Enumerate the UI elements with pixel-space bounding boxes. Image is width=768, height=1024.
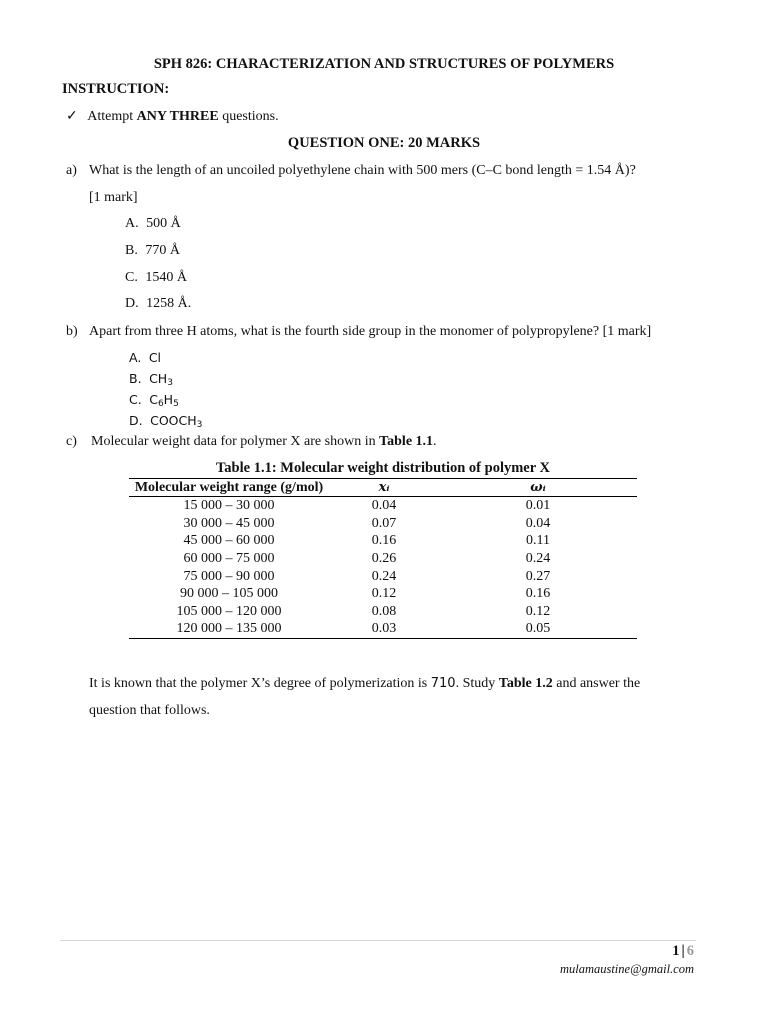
cell-omega-i: 0.04 xyxy=(525,515,551,531)
table-row xyxy=(129,585,637,603)
option-letter: B. xyxy=(129,371,142,386)
option-letter: A. xyxy=(125,216,139,231)
option-letter: D. xyxy=(129,413,143,428)
checkmark-icon: ✓ xyxy=(66,109,78,124)
question-a-marks: [1 mark] xyxy=(89,190,138,205)
cell-mw-range: 30 000 – 45 000 xyxy=(183,515,275,531)
cell-omega-i: 0.11 xyxy=(526,533,550,549)
cell-omega-i: 0.12 xyxy=(525,603,551,619)
attempt-text-post: questions. xyxy=(222,109,279,124)
attempt-text-pre: Attempt xyxy=(87,109,134,124)
cell-mw-range: 75 000 – 90 000 xyxy=(183,568,275,584)
question-a-text: What is the length of an uncoiled polyethylene chain with 500 mers (C–C bond length = 1.54 Å)? xyxy=(89,163,636,178)
cell-xi: 0.24 xyxy=(371,568,397,584)
table-row xyxy=(129,550,637,568)
cell-omega-i: 0.01 xyxy=(525,498,551,514)
option-letter: A. xyxy=(129,350,142,365)
table-header-row xyxy=(129,478,637,497)
cell-mw-range: 60 000 – 75 000 xyxy=(183,550,275,566)
follow-up-text: It is known that the polymer X’s degree of polymerization is 710. Study Table 1.2 and answer the xyxy=(89,676,641,691)
option-b-a xyxy=(129,350,161,367)
option-formula: $CH_3$ xyxy=(149,371,173,388)
molecular-weight-table xyxy=(129,460,637,639)
header-xi: xᵢ xyxy=(329,478,439,497)
question-b-text: Apart from three H atoms, what is the fourth side group in the monomer of polypropylene? [1 mark] xyxy=(89,324,652,339)
table-row xyxy=(129,603,637,621)
author-email: mulamaustine@gmail.com xyxy=(559,962,694,976)
option-a-a xyxy=(125,216,181,232)
question-c-label: c) xyxy=(66,434,77,449)
cell-omega-i: 0.05 xyxy=(439,620,637,638)
option-formula: $C_6H_5$ xyxy=(149,392,179,409)
follow-up-text-line2: question that follows. xyxy=(89,703,210,718)
table-row xyxy=(129,515,637,533)
option-text: 770 Å xyxy=(145,243,180,258)
option-letter: C. xyxy=(129,392,142,407)
option-b-c xyxy=(129,392,179,409)
footer-divider xyxy=(60,940,696,941)
table-row xyxy=(129,497,637,515)
instruction-item xyxy=(66,108,279,125)
question-c-text: Molecular weight data for polymer X are shown in Table 1.1. xyxy=(91,434,437,449)
cell-mw-range: 105 000 – 120 000 xyxy=(176,603,282,619)
option-text: 1258 Å. xyxy=(146,296,192,311)
cell-mw-range: 120 000 – 135 000 xyxy=(129,620,329,638)
option-a-b xyxy=(125,243,180,259)
option-letter: B. xyxy=(125,243,138,258)
cell-xi: 0.12 xyxy=(371,586,397,602)
option-text: 1540 Å xyxy=(145,270,187,285)
option-letter: D. xyxy=(125,296,139,311)
cell-xi: 0.04 xyxy=(371,498,397,514)
table-row xyxy=(129,532,637,550)
cell-omega-i: 0.27 xyxy=(525,568,551,584)
cell-mw-range: 90 000 – 105 000 xyxy=(180,586,278,602)
cell-mw-range: 45 000 – 60 000 xyxy=(183,533,275,549)
header-omega-i: ωᵢ xyxy=(439,478,637,497)
cell-omega-i: 0.16 xyxy=(525,586,551,602)
page-number: 1 | 6 xyxy=(672,943,694,959)
option-text: 500 Å xyxy=(146,216,181,231)
option-formula: $COOCH_3$ xyxy=(150,413,203,430)
table-caption: Table 1.1: Molecular weight distribution of polymer X xyxy=(215,460,551,476)
question-b-label: b) xyxy=(66,324,78,339)
option-b-d xyxy=(129,413,202,430)
cell-xi: 0.03 xyxy=(329,620,439,638)
option-b-b xyxy=(129,371,173,388)
question-a-label: a) xyxy=(66,163,77,178)
cell-xi: 0.26 xyxy=(371,550,397,566)
table-row xyxy=(129,568,637,586)
instruction-label: INSTRUCTION: xyxy=(62,81,170,97)
cell-mw-range: 15 000 – 30 000 xyxy=(183,498,275,514)
document-title: SPH 826: CHARACTERIZATION AND STRUCTURES OF POLYMERS xyxy=(153,56,615,72)
option-letter: C. xyxy=(125,270,138,285)
question-one-heading: QUESTION ONE: 20 MARKS xyxy=(287,135,481,151)
header-mw-range: Molecular weight range (g/mol) xyxy=(129,478,329,497)
attempt-text-bold: ANY THREE xyxy=(136,109,219,124)
option-a-c xyxy=(125,270,187,286)
cell-omega-i: 0.24 xyxy=(525,550,551,566)
cell-xi: 0.16 xyxy=(371,533,397,549)
table-row xyxy=(129,620,637,638)
option-formula: Cl xyxy=(148,350,162,365)
cell-xi: 0.07 xyxy=(371,515,397,531)
option-a-d xyxy=(125,296,191,312)
cell-xi: 0.08 xyxy=(371,603,397,619)
